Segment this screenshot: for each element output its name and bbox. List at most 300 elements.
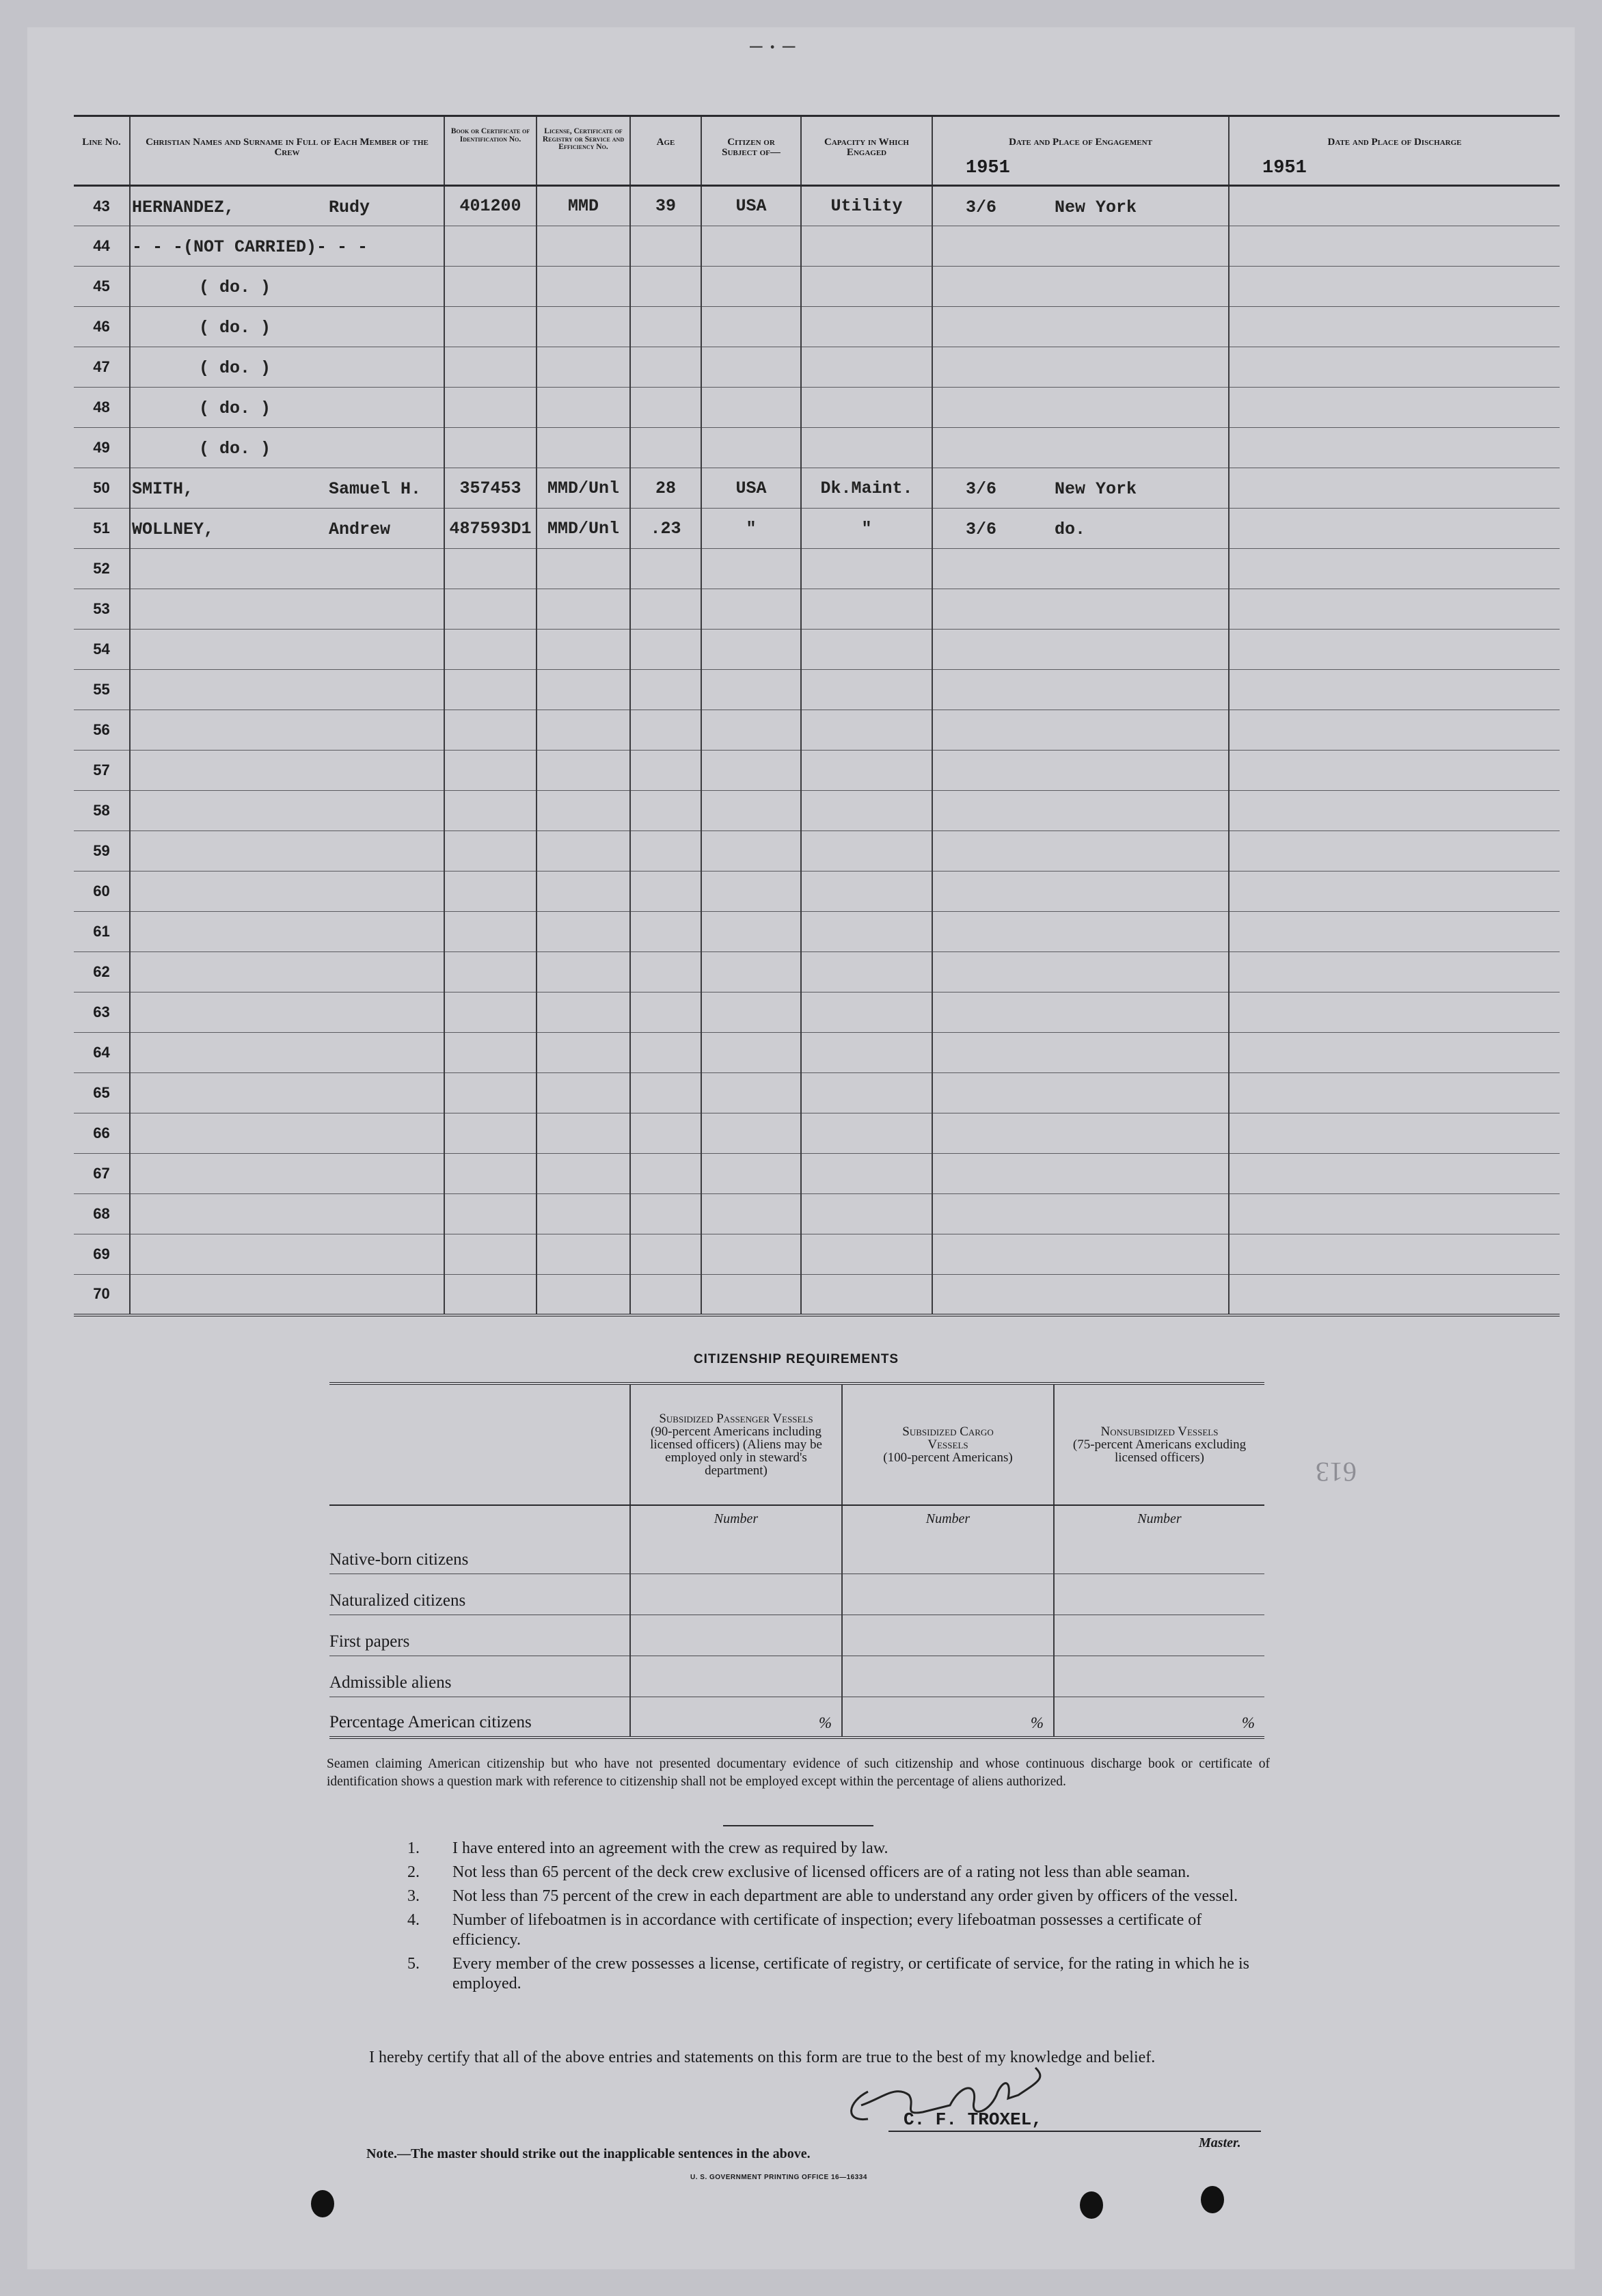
citizen-cell [701,1154,801,1194]
citizen-cell [701,468,801,509]
line-number: 56 [74,710,130,751]
citizen-cell [701,912,801,952]
punch-hole [311,2190,334,2217]
age-cell [630,226,701,267]
citizen-cell [701,1033,801,1073]
engagement-year: 1951 [966,158,1010,178]
engagement-date: 3/6 [966,198,997,217]
statement-text: I have entered into an agreement with the crew as required by law. [452,1839,888,1857]
crew-row [74,872,1560,912]
book-number-cell [444,710,537,751]
book-number-cell [444,428,537,468]
engagement-place: New York [1055,479,1137,499]
age-cell [630,468,701,509]
crew-row [74,226,1560,267]
engagement-cell [932,1154,1229,1194]
number-label: Number [630,1505,842,1532]
age-cell [630,992,701,1033]
crew-row [74,710,1560,751]
crew-row [74,468,1560,509]
crew-name-cell [130,226,444,267]
citizenship-row-label: Native-born citizens [329,1532,630,1574]
citizen-cell [701,831,801,872]
book-number-cell [444,388,537,428]
nonsubsidized-number-cell [1054,1574,1264,1615]
crew-surname: SMITH, [132,479,194,499]
crew-ditto: ( do. ) [199,399,271,418]
license-cell [537,1033,630,1073]
book-number-cell [444,670,537,710]
printer-imprint: U. S. GOVERNMENT PRINTING OFFICE 16—16334 [690,2174,867,2181]
book-number-cell [444,1194,537,1234]
discharge-cell [1229,428,1560,468]
citizen-cell-value: USA [735,196,767,216]
signature-line [888,2131,1261,2132]
book-number-cell [444,1275,537,1315]
statement-text: Every member of the crew possesses a license, certificate of registry, or certificate of service, for the rating in which he is employed. [452,1955,1249,1993]
crew-name-cell [130,912,444,952]
license-cell [537,468,630,509]
crew-row [74,428,1560,468]
crew-row [74,670,1560,710]
license-cell [537,912,630,952]
citizen-cell [701,1113,801,1154]
discharge-cell [1229,226,1560,267]
line-number: 69 [74,1234,130,1275]
cargo-number-cell [842,1574,1054,1615]
citizen-cell [701,307,801,347]
discharge-cell [1229,1234,1560,1275]
col-header-discharge [1229,116,1560,186]
col-cargo [842,1383,1054,1505]
line-number: 61 [74,912,130,952]
license-cell-value: MMD [567,196,599,216]
citizen-cell [701,751,801,791]
line-number: 47 [74,347,130,388]
engagement-cell [932,388,1229,428]
punch-hole [1080,2191,1103,2219]
discharge-cell [1229,912,1560,952]
citizenship-title: CITIZENSHIP REQUIREMENTS [693,1352,899,1366]
crew-name-cell [130,630,444,670]
capacity-cell [801,347,932,388]
license-cell-value: MMD/Unl [547,478,620,498]
crew-name-cell [130,468,444,509]
master-label: Master. [1199,2135,1241,2150]
age-cell [630,710,701,751]
crew-name-cell [130,428,444,468]
engagement-cell [932,1234,1229,1275]
engagement-cell [932,831,1229,872]
citizen-cell [701,1234,801,1275]
discharge-cell [1229,347,1560,388]
cargo-number-cell [842,1532,1054,1574]
citizenship-row [329,1656,1264,1697]
engagement-cell [932,992,1229,1033]
age-cell [630,791,701,831]
crew-name-cell [130,388,444,428]
license-cell [537,307,630,347]
discharge-cell [1229,307,1560,347]
citizen-cell [701,791,801,831]
engagement-cell [932,872,1229,912]
engagement-cell [932,710,1229,751]
col-header-names: Christian Names and Surname in Full of Each Member of the Crew [130,116,444,186]
capacity-cell [801,549,932,589]
statement-number: 5. [407,1955,420,1973]
book-number-cell [444,1033,537,1073]
discharge-cell [1229,1113,1560,1154]
engagement-cell [932,468,1229,509]
number-label: Number [842,1505,1054,1532]
book-number-cell [444,912,537,952]
crew-name-cell [130,670,444,710]
line-number: 54 [74,630,130,670]
book-number-cell [444,751,537,791]
crew-name-cell [130,1154,444,1194]
discharge-cell [1229,468,1560,509]
footnote-label: Note. [366,2146,397,2161]
nonsubsidized-number-cell [1054,1656,1264,1697]
capacity-cell [801,186,932,226]
age-cell [630,428,701,468]
book-number-cell [444,549,537,589]
crew-row [74,630,1560,670]
engagement-date: 3/6 [966,479,997,499]
age-cell [630,1154,701,1194]
percent-sign: % [818,1714,832,1731]
age-cell [630,872,701,912]
crew-name-cell [130,267,444,307]
discharge-cell [1229,589,1560,630]
crew-row [74,589,1560,630]
crew-name-cell [130,549,444,589]
discharge-cell [1229,1154,1560,1194]
crew-header-row [74,116,1560,186]
capacity-cell [801,751,932,791]
age-cell [630,1194,701,1234]
license-cell [537,186,630,226]
license-cell [537,710,630,751]
citizenship-row [329,1697,1264,1738]
nonsubsidized-number-cell [1054,1532,1264,1574]
citizenship-row [329,1532,1264,1574]
citizen-cell [701,992,801,1033]
crew-row [74,751,1560,791]
footnote [366,2146,811,2162]
book-number-cell [444,347,537,388]
book-number-cell-value: 357453 [459,478,521,498]
crew-surname: HERNANDEZ, [132,198,235,217]
license-cell [537,791,630,831]
line-number: 65 [74,1073,130,1113]
capacity-cell-value: Utility [830,196,903,216]
crew-name-cell [130,952,444,992]
capacity-cell [801,1154,932,1194]
line-number: 68 [74,1194,130,1234]
citizen-cell [701,1073,801,1113]
crew-name-cell [130,1113,444,1154]
engagement-cell [932,186,1229,226]
line-number: 49 [74,428,130,468]
cargo-number-cell [842,1697,1054,1738]
age-cell-value: 39 [655,196,676,216]
capacity-cell [801,509,932,549]
crew-row [74,186,1560,226]
license-cell [537,1154,630,1194]
citizenship-row-label: Admissible aliens [329,1656,630,1697]
discharge-cell [1229,872,1560,912]
engagement-place: New York [1055,198,1137,217]
master-name: C. F. TROXEL, [904,2109,1042,2130]
col-cargo-detail: (100-percent Americans) [883,1450,1013,1465]
divider [723,1825,873,1826]
engagement-cell [932,630,1229,670]
engagement-cell [932,307,1229,347]
book-number-cell [444,307,537,347]
crew-row [74,267,1560,307]
crew-name-cell [130,1275,444,1315]
col-header-citizen: Citizen or Subject of— [701,116,801,186]
book-number-cell [444,791,537,831]
engagement-cell [932,791,1229,831]
crew-row [74,791,1560,831]
age-cell [630,1033,701,1073]
cargo-number-cell [842,1615,1054,1656]
crew-row [74,1275,1560,1315]
crew-name-cell [130,992,444,1033]
crew-note: - - -(NOT CARRIED)- - - [132,237,368,257]
engagement-cell [932,1275,1229,1315]
license-cell [537,992,630,1033]
line-number: 63 [74,992,130,1033]
book-number-cell [444,589,537,630]
capacity-cell [801,1275,932,1315]
crew-table [74,115,1560,1316]
discharge-cell [1229,549,1560,589]
statement-number: 3. [407,1887,420,1905]
citizen-cell [701,509,801,549]
crew-name-cell [130,1033,444,1073]
citizen-cell [701,549,801,589]
number-label: Number [1054,1505,1264,1532]
capacity-cell [801,1234,932,1275]
crew-name-cell [130,509,444,549]
age-cell [630,1073,701,1113]
line-number: 53 [74,589,130,630]
col-header-line: Line No. [74,116,130,186]
capacity-cell [801,831,932,872]
col-header-book: Book or Certificate of Identification No. [444,116,537,186]
age-cell [630,549,701,589]
nonsubsidized-number-cell [1054,1615,1264,1656]
crew-ditto: ( do. ) [199,318,271,338]
discharge-cell [1229,267,1560,307]
crew-row [74,1154,1560,1194]
crew-name-cell [130,307,444,347]
discharge-cell [1229,751,1560,791]
engagement-cell [932,549,1229,589]
col-passenger-heading: Subsidized Passenger Vessels [659,1412,813,1426]
license-cell [537,428,630,468]
line-number: 62 [74,952,130,992]
capacity-cell [801,1033,932,1073]
col-header-engagement [932,116,1229,186]
engagement-cell [932,1113,1229,1154]
crew-row [74,509,1560,549]
passenger-number-cell [630,1532,842,1574]
crew-row [74,1194,1560,1234]
crew-name-cell [130,831,444,872]
crew-ditto: ( do. ) [199,278,271,297]
age-cell [630,186,701,226]
crew-row [74,952,1560,992]
citizen-cell [701,226,801,267]
citizen-cell [701,1194,801,1234]
nonsubsidized-number-cell [1054,1697,1264,1738]
crew-row [74,1113,1560,1154]
citizenship-row-label: First papers [329,1615,630,1656]
line-number: 59 [74,831,130,872]
age-cell-value: 28 [655,478,676,498]
citizen-cell [701,872,801,912]
crew-name-cell [130,1073,444,1113]
statement-number: 2. [407,1863,420,1881]
crew-name-cell [130,791,444,831]
discharge-cell [1229,509,1560,549]
citizen-cell [701,589,801,630]
statement-text: Number of lifeboatmen is in accordance with certificate of inspection; every lifeboatman possesses a certificate of efficiency. [452,1911,1202,1949]
statement-item [407,1839,1272,1859]
line-number: 70 [74,1275,130,1315]
discharge-cell [1229,1194,1560,1234]
license-cell [537,1275,630,1315]
citizen-cell [701,630,801,670]
crew-name-cell [130,589,444,630]
cargo-number-cell [842,1656,1054,1697]
statement-item [407,1887,1272,1906]
citizenship-notice: Seamen claiming American citizenship but who have not presented documentary evidence of such citizenship and whose continuous discharge book or certificate of identification shows a question mark with reference to citizenship shall not be employed except within the percentage of aliens authorized. [327,1757,1270,1789]
capacity-cell [801,710,932,751]
discharge-header-label: Date and Place of Discharge [1327,137,1462,148]
age-cell [630,1234,701,1275]
discharge-cell [1229,1073,1560,1113]
line-number: 55 [74,670,130,710]
discharge-cell [1229,992,1560,1033]
book-number-cell [444,1073,537,1113]
age-cell [630,307,701,347]
line-number: 57 [74,751,130,791]
crew-row [74,1073,1560,1113]
certification-text: I hereby certify that all of the above entries and statements on this form are true to the best of my knowledge and belief. [369,2049,1156,2066]
crew-ditto: ( do. ) [199,358,271,378]
license-cell [537,388,630,428]
crew-given-name: Rudy [329,198,370,217]
citizenship-row [329,1574,1264,1615]
crew-surname: WOLLNEY, [132,519,215,539]
discharge-year: 1951 [1262,158,1307,178]
book-number-cell [444,1234,537,1275]
col-nonsubsidized-detail: (75-percent Americans excluding licensed officers) [1072,1437,1247,1465]
age-cell [630,831,701,872]
footnote-text: —The master should strike out the inapplicable sentences in the above. [396,2146,811,2161]
license-cell [537,831,630,872]
crew-given-name: Andrew [329,519,391,539]
discharge-cell [1229,630,1560,670]
engagement-cell [932,347,1229,388]
age-cell-value: .23 [650,518,681,539]
line-number: 64 [74,1033,130,1073]
citizen-cell [701,952,801,992]
engagement-cell [932,226,1229,267]
col-passenger-detail: (90-percent Americans including licensed officers) (Aliens may be employed only in steward's department) [650,1424,822,1478]
col-header-capacity: Capacity in Which Engaged [801,116,932,186]
engagement-place: do. [1055,519,1086,539]
license-cell [537,549,630,589]
crew-name-cell [130,751,444,791]
citizen-cell [701,670,801,710]
capacity-cell [801,226,932,267]
crew-row [74,912,1560,952]
discharge-cell [1229,791,1560,831]
statement-text: Not less than 75 percent of the crew in each department are able to understand any order given by officers of the vessel. [452,1887,1238,1905]
citizen-cell [701,186,801,226]
engagement-cell [932,670,1229,710]
citizenship-header-row [329,1383,1264,1505]
book-number-cell [444,952,537,992]
age-cell [630,267,701,307]
statement-item [407,1954,1272,1994]
line-number: 43 [74,186,130,226]
citizen-cell [701,388,801,428]
license-cell [537,226,630,267]
statement-text: Not less than 65 percent of the deck crew exclusive of licensed officers are of a rating not less than able seaman. [452,1863,1191,1881]
statement-number: 1. [407,1839,420,1857]
crew-row [74,1234,1560,1275]
license-cell [537,670,630,710]
crew-row [74,992,1560,1033]
engagement-cell [932,589,1229,630]
book-number-cell [444,992,537,1033]
age-cell [630,1113,701,1154]
engagement-cell [932,751,1229,791]
capacity-cell [801,1113,932,1154]
citizenship-row-label: Naturalized citizens [329,1574,630,1615]
passenger-number-cell [630,1615,842,1656]
col-nonsubsidized [1054,1383,1264,1505]
age-cell [630,630,701,670]
citizen-cell-value: " [746,518,757,539]
crew-name-cell [130,1194,444,1234]
capacity-cell [801,791,932,831]
age-cell [630,952,701,992]
citizen-cell-value: USA [735,478,767,498]
discharge-cell [1229,710,1560,751]
license-cell [537,751,630,791]
age-cell [630,912,701,952]
col-passenger [630,1383,842,1505]
capacity-cell [801,468,932,509]
capacity-cell-value: Dk.Maint. [820,478,913,498]
crew-row [74,831,1560,872]
crew-ditto: ( do. ) [199,439,271,459]
crew-row [74,307,1560,347]
engagement-cell [932,1194,1229,1234]
crew-row [74,347,1560,388]
citizen-cell [701,428,801,468]
crew-name-cell [130,872,444,912]
citizenship-table [329,1382,1264,1739]
